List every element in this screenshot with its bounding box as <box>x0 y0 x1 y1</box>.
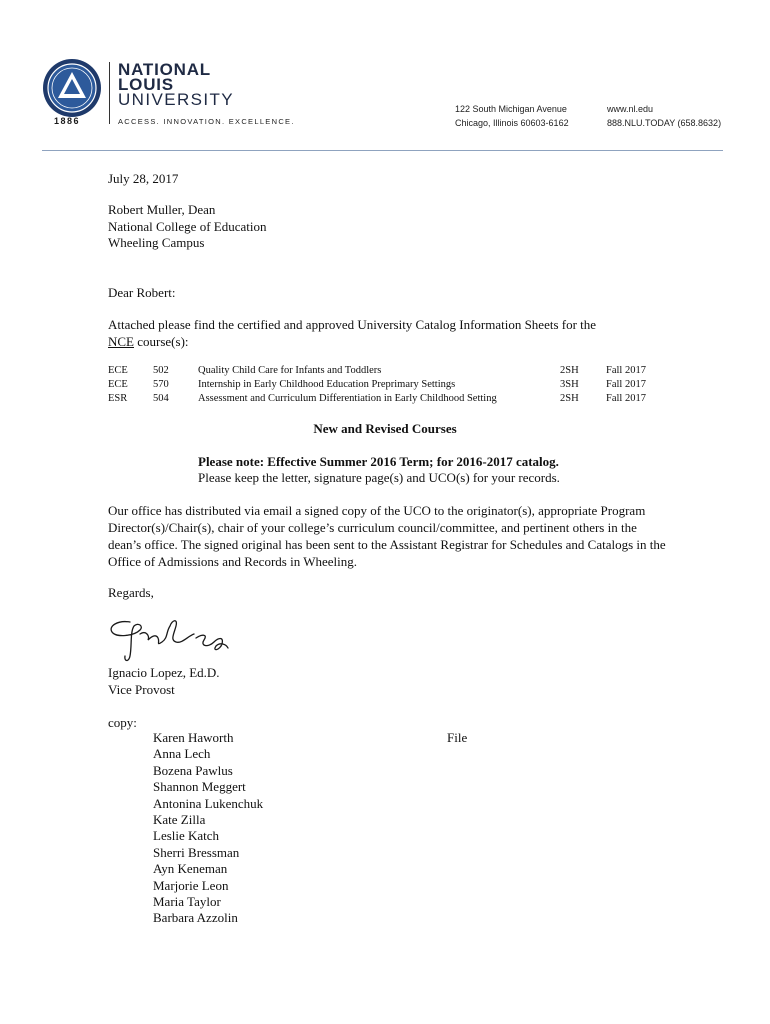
course-number: 570 <box>153 379 169 390</box>
signer-title: Vice Provost <box>108 681 175 697</box>
header-rule <box>42 150 723 151</box>
university-name-line1: NATIONAL <box>118 60 211 79</box>
copy-recipient: Ayn Keneman <box>153 861 228 877</box>
mailing-address <box>455 102 569 130</box>
copy-label: copy: <box>108 715 137 730</box>
website-link[interactable]: www.nl.edu <box>607 104 654 114</box>
catalog-note-bold: Please note: Effective Summer 2016 Term; for 2016-2017 catalog. <box>198 454 559 469</box>
founding-year: 1886 <box>54 116 81 126</box>
university-name <box>118 62 234 107</box>
university-name-line3: UNIVERSITY <box>118 90 235 109</box>
copy-recipient: Marjorie Leon <box>153 877 229 893</box>
distribution-paragraph: Our office has distributed via email a signed copy of the UCO to the originator(s), appropriate Program Director(s)/Chair(s), chair of your college’s curriculum council/committee, and pertinent others in the dean’s office. The signed original has been sent to the Assistant Registrar for Schedules and Catalogs in the Office of Admissions and Records in Wheeling. <box>108 503 666 569</box>
course-title: Quality Child Care for Infants and Toddlers <box>198 365 382 376</box>
copy-recipient: Karen Haworth <box>153 730 234 745</box>
contact-info <box>607 102 721 130</box>
copy-recipient: Barbara Azzolin <box>153 910 238 926</box>
recipient-block <box>108 202 266 252</box>
catalog-note-plain: Please keep the letter, signature page(s) and UCO(s) for your records. <box>198 470 560 485</box>
course-credit: 3SH <box>560 379 579 390</box>
course-term: Fall 2017 <box>606 393 646 404</box>
tagline: ACCESS. INNOVATION. EXCELLENCE. <box>118 117 295 126</box>
address-street: 122 South Michigan Avenue <box>455 104 567 114</box>
course-number: 504 <box>153 393 169 404</box>
catalog-note <box>198 454 560 486</box>
course-number: 502 <box>153 365 169 376</box>
college-abbreviation: NCE <box>108 334 134 349</box>
course-credit: 2SH <box>560 393 579 404</box>
logo-divider <box>109 62 110 124</box>
university-seal-logo <box>42 58 102 118</box>
salutation: Dear Robert: <box>108 285 176 300</box>
course-term: Fall 2017 <box>606 379 646 390</box>
signer-block <box>108 665 220 698</box>
phone-number: 888.NLU.TODAY (658.8632) <box>607 118 722 128</box>
university-name-line2: LOUIS <box>118 75 174 94</box>
intro-paragraph <box>108 316 668 350</box>
signer-name: Ignacio Lopez, Ed.D. <box>108 665 220 680</box>
intro-text-end: course(s): <box>134 334 189 349</box>
copy-recipient: Maria Taylor <box>153 894 221 910</box>
handwritten-signature <box>104 612 234 666</box>
recipient-college: National College of Education <box>108 218 267 234</box>
copy-recipient: Kate Zilla <box>153 812 206 828</box>
copy-recipient: Sherri Bressman <box>153 844 240 860</box>
copy-recipient: Leslie Katch <box>153 828 220 844</box>
copy-recipient: Antonina Lukenchuk <box>153 795 264 811</box>
letter-date: July 28, 2017 <box>108 171 179 186</box>
course-dept: ECE <box>108 365 128 376</box>
course-term: Fall 2017 <box>606 365 646 376</box>
copy-recipient: Shannon Meggert <box>153 779 246 795</box>
address-city: Chicago, Illinois 60603-6162 <box>455 118 569 128</box>
copy-file: File <box>447 730 468 745</box>
recipient-name: Robert Muller, Dean <box>108 202 216 217</box>
section-heading: New and Revised Courses <box>313 421 457 436</box>
copy-recipient: Anna Lech <box>153 746 211 762</box>
copy-recipient: Bozena Pawlus <box>153 762 233 778</box>
closing: Regards, <box>108 585 154 600</box>
course-credit: 2SH <box>560 365 579 376</box>
copy-recipient-list <box>153 730 263 927</box>
intro-text: Attached please find the certified and approved University Catalog Information Sheets for the <box>108 317 597 332</box>
course-dept: ESR <box>108 393 128 404</box>
course-title: Assessment and Curriculum Differentiation in Early Childhood Setting <box>198 393 497 404</box>
course-title: Internship in Early Childhood Education Preprimary Settings <box>198 379 456 390</box>
course-dept: ECE <box>108 379 128 390</box>
recipient-campus: Wheeling Campus <box>108 235 205 250</box>
